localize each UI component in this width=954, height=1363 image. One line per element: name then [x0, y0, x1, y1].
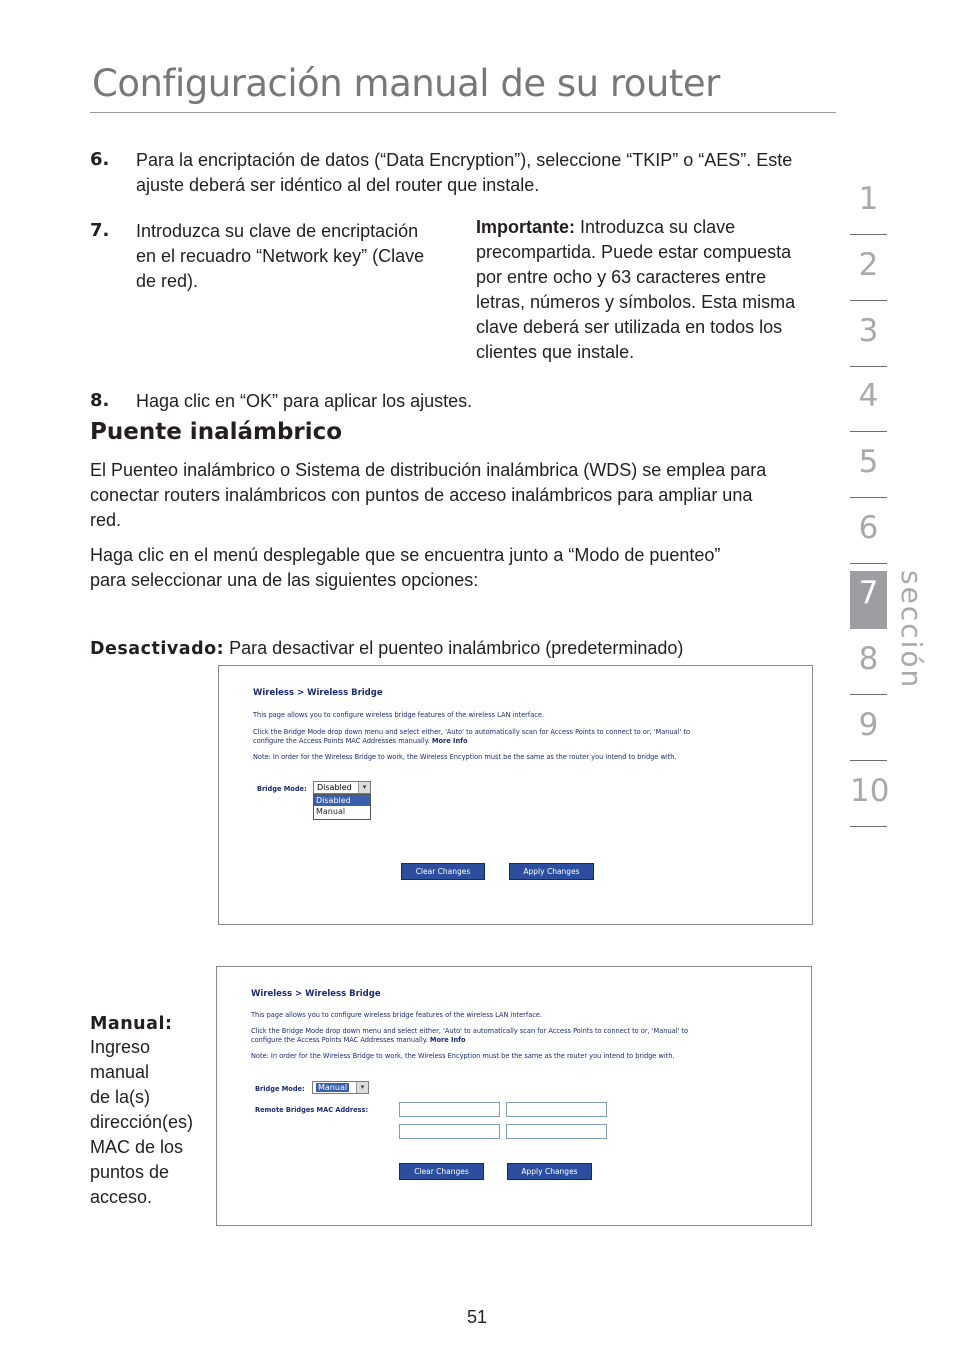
step-8-number: 8.	[90, 390, 110, 411]
section-number: 8	[858, 641, 879, 677]
breadcrumb: Wireless > Wireless Bridge	[253, 688, 383, 698]
page-number: 51	[466, 1307, 488, 1327]
manual-line: MAC de los	[90, 1137, 184, 1157]
more-info-link[interactable]: More Info	[431, 736, 468, 745]
section-divider	[850, 234, 887, 235]
screen-intro: This page allows you to configure wireless bridge features of the wireless LAN interface.	[253, 711, 545, 719]
important-line: clave deberá ser utilizada en todos los	[476, 317, 783, 337]
section-nav-item-4[interactable]	[850, 374, 887, 432]
clear-changes-button[interactable]: Clear Changes	[401, 863, 485, 880]
paragraph-line: red.	[90, 510, 122, 530]
breadcrumb: Wireless > Wireless Bridge	[251, 989, 381, 999]
section-nav-item-10[interactable]	[850, 769, 890, 827]
option-desc	[90, 1035, 193, 1210]
option-term: Desactivado:	[90, 639, 225, 659]
step-7-line: Introduzca su clave de encriptación	[136, 221, 419, 241]
step-8-text: Haga clic en “OK” para aplicar los ajustes.	[136, 391, 473, 411]
important-text: Introduzca su clave	[575, 217, 736, 237]
mac-address-input-1[interactable]	[399, 1102, 500, 1117]
screen-instructions	[253, 728, 690, 745]
dropdown-option-manual[interactable]: Manual	[316, 807, 346, 816]
important-line: precompartida. Puede estar compuesta	[476, 242, 792, 262]
section-number: 1	[858, 181, 879, 217]
clear-changes-button[interactable]: Clear Changes	[399, 1163, 484, 1180]
paragraph-line: para seleccionar una de las siguientes opciones:	[90, 570, 479, 590]
section-divider	[850, 300, 887, 301]
important-line: letras, números y símbolos. Esta misma	[476, 292, 796, 312]
instruction-line: Click the Bridge Mode drop down menu and select either, 'Auto' to automatically scan for Access Points to connect to or, 'Manual' to	[253, 728, 691, 736]
instruction-text: configure the Access Points MAC Addresses manually.	[253, 736, 430, 745]
instruction-line: Click the Bridge Mode drop down menu and select either, 'Auto' to automatically scan for Access Points to connect to or, 'Manual' to	[251, 1027, 689, 1035]
manual-line: de la(s)	[90, 1087, 151, 1107]
section-divider	[850, 694, 887, 695]
apply-changes-button[interactable]: Apply Changes	[507, 1163, 592, 1180]
section-number: 10	[850, 773, 890, 809]
section-nav-item-7[interactable]	[850, 571, 887, 629]
step-6-line: Para la encriptación de datos (“Data Encryption”), seleccione “TKIP” o “AES”. Este	[136, 150, 793, 170]
section-nav-item-2[interactable]	[850, 243, 887, 301]
paragraph-line: conectar routers inalámbricos con puntos de acceso inalámbricos para ampliar una	[90, 485, 753, 505]
section-nav-item-1[interactable]	[850, 177, 887, 235]
manual-line: acceso.	[90, 1187, 153, 1207]
page-title: Configuración manual de su router	[92, 62, 720, 105]
dropdown-paragraph	[90, 543, 720, 593]
step-6-number: 6.	[90, 149, 110, 170]
mac-address-input-2[interactable]	[506, 1102, 607, 1117]
option-desc: Para desactivar el puenteo inalámbrico (predeterminado)	[224, 638, 684, 658]
bridge-mode-dropdown[interactable]	[313, 794, 371, 820]
more-info-link[interactable]: More Info	[429, 1035, 466, 1044]
manual-line: dirección(es)	[90, 1112, 194, 1132]
section-number: 6	[858, 510, 879, 546]
instruction-line	[253, 737, 690, 746]
dropdown-option-disabled[interactable]: Disabled	[314, 795, 370, 806]
section-divider	[850, 760, 887, 761]
step-7-number: 7.	[90, 220, 110, 241]
section-number: 3	[858, 313, 879, 349]
screen-instructions	[251, 1027, 688, 1044]
screen-intro: This page allows you to configure wireless bridge features of the wireless LAN interface.	[251, 1011, 543, 1019]
bridge-mode-label: Bridge Mode:	[255, 1085, 305, 1093]
section-number: 5	[858, 444, 879, 480]
instruction-text: configure the Access Points MAC Addresses manually.	[251, 1035, 428, 1044]
important-line: clientes que instale.	[476, 342, 635, 362]
important-note	[476, 215, 795, 365]
section-number: 2	[858, 247, 879, 283]
section-nav-item-3[interactable]	[850, 309, 887, 367]
section-nav-item-6[interactable]	[850, 506, 887, 564]
section-heading: Puente inalámbrico	[90, 419, 343, 445]
bridge-mode-select[interactable]	[312, 1081, 369, 1094]
manual-line: Ingreso	[90, 1037, 151, 1057]
apply-changes-button[interactable]: Apply Changes	[509, 863, 594, 880]
step-7-text	[136, 219, 424, 294]
section-divider	[850, 826, 887, 827]
section-number: 7	[858, 575, 879, 611]
instruction-line	[251, 1036, 688, 1045]
mac-address-input-3[interactable]	[399, 1124, 500, 1139]
paragraph-line: Haga clic en el menú desplegable que se encuentra junto a “Modo de puenteo”	[90, 545, 721, 565]
manual-line: manual	[90, 1062, 150, 1082]
section-divider	[850, 497, 887, 498]
bridge-mode-value: Manual	[318, 1083, 348, 1092]
important-line	[476, 215, 795, 240]
section-nav-item-9[interactable]	[850, 703, 887, 761]
paragraph-line: El Puenteo inalámbrico o Sistema de distribución inalámbrica (WDS) se emplea para	[90, 460, 767, 480]
section-divider	[850, 366, 887, 367]
section-divider	[850, 431, 887, 432]
bridge-mode-label: Bridge Mode:	[257, 785, 307, 793]
section-nav-item-5[interactable]	[850, 440, 887, 498]
bridge-mode-value: Disabled	[317, 783, 352, 792]
step-7-line: de red).	[136, 271, 199, 291]
important-line: por entre ocho y 63 caracteres entre	[476, 267, 767, 287]
title-divider	[90, 112, 836, 113]
bridge-mode-select[interactable]	[313, 781, 371, 794]
step-6-line: ajuste deberá ser idéntico al del router que instale.	[136, 175, 540, 195]
screen-note: Note: In order for the Wireless Bridge to work, the Wireless Encyption must be the same as the router you intend to bridge with.	[253, 753, 677, 761]
option-manual-description	[90, 1014, 193, 1210]
option-disabled-description	[90, 636, 683, 661]
router-screenshot-manual	[216, 966, 812, 1226]
step-6-text	[136, 148, 792, 198]
manual-line: puntos de	[90, 1162, 170, 1182]
screen-note: Note: In order for the Wireless Bridge to work, the Wireless Encyption must be the same as the router you intend to bridge with.	[251, 1052, 675, 1060]
router-screenshot-disabled	[218, 665, 813, 925]
section-label: sección	[895, 570, 928, 690]
mac-address-input-4[interactable]	[506, 1124, 607, 1139]
section-number: 9	[858, 707, 879, 743]
chevron-down-icon: ▾	[358, 782, 370, 793]
step-7-line: en el recuadro “Network key” (Clave	[136, 246, 425, 266]
important-lead: Importante:	[476, 217, 575, 237]
remote-mac-label: Remote Bridges MAC Address:	[255, 1106, 369, 1114]
chevron-down-icon: ▾	[356, 1082, 368, 1093]
section-number: 4	[858, 378, 879, 414]
option-term: Manual:	[90, 1014, 173, 1034]
section-nav-item-8[interactable]	[850, 637, 887, 695]
intro-paragraph	[90, 458, 766, 533]
section-divider	[850, 563, 887, 564]
